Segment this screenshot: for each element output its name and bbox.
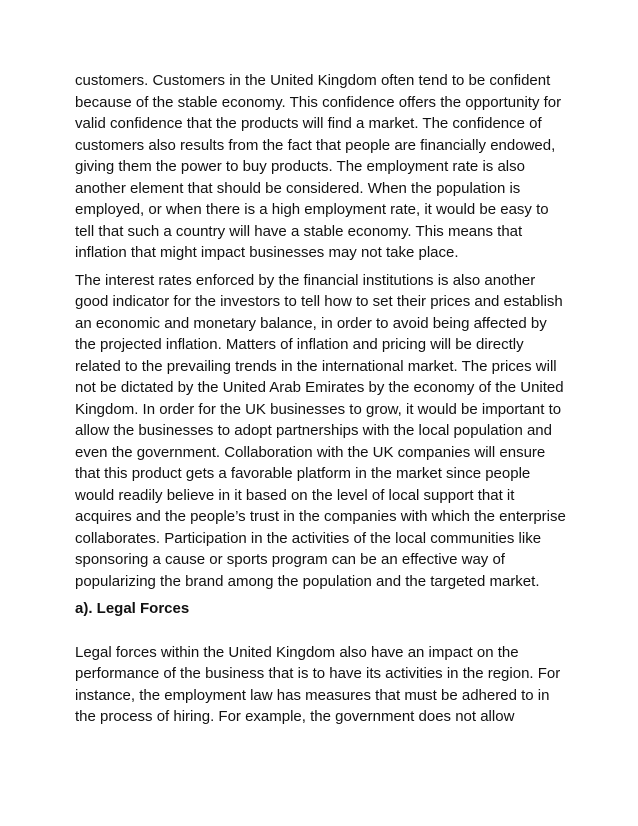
paragraph-legal-forces: Legal forces within the United Kingdom also have an impact on the performance of the business that is to have its activities in the region. For instance, the employment law has measures that must be adhered to in the process of hiring. For example, the government does not allow (75, 643, 561, 725)
paragraph-interest-rates: The interest rates enforced by the financial institutions is also another good indicator for the investors to tell how to set their prices and establish an economic and monetary balance, in order to avoid being affected by the projected inflation. Matters of inflation and pricing will be directly related to the prevailing trends in the international market. The prices will not be dictated by the United Arab Emirates by the economy of the United Kingdom. In order for the UK businesses to grow, it would be important to allow the businesses to adopt partnerships with the local population and even the government. Collaboration with the UK companies will ensure that this product gets a favorable platform in the market since people would readily believe in it based on the level of local support that it acquires and the people’s trust in the companies with which the enterprise collaborates. Participation in the activities of the local communities like sponsoring a cause or sports program can be an effective way of popularizing the brand among the population and the targeted market. (75, 271, 566, 590)
document-body (75, 70, 569, 734)
paragraph-customers-confidence: customers. Customers in the United Kingdom often tend to be confident because of the stable economy. This confidence offers the opportunity for valid confidence that the products will find a market. The confidence of customers also results from the fact that people are financially endowed, giving them the power to buy products. The employment rate is also another element that should be considered. When the population is employed, or when there is a high employment rate, it would be easy to tell that such a country will have a stable economy. This means that inflation that might impact businesses may not take place. (75, 72, 562, 261)
section-heading-legal-forces: a). Legal Forces (75, 600, 190, 617)
